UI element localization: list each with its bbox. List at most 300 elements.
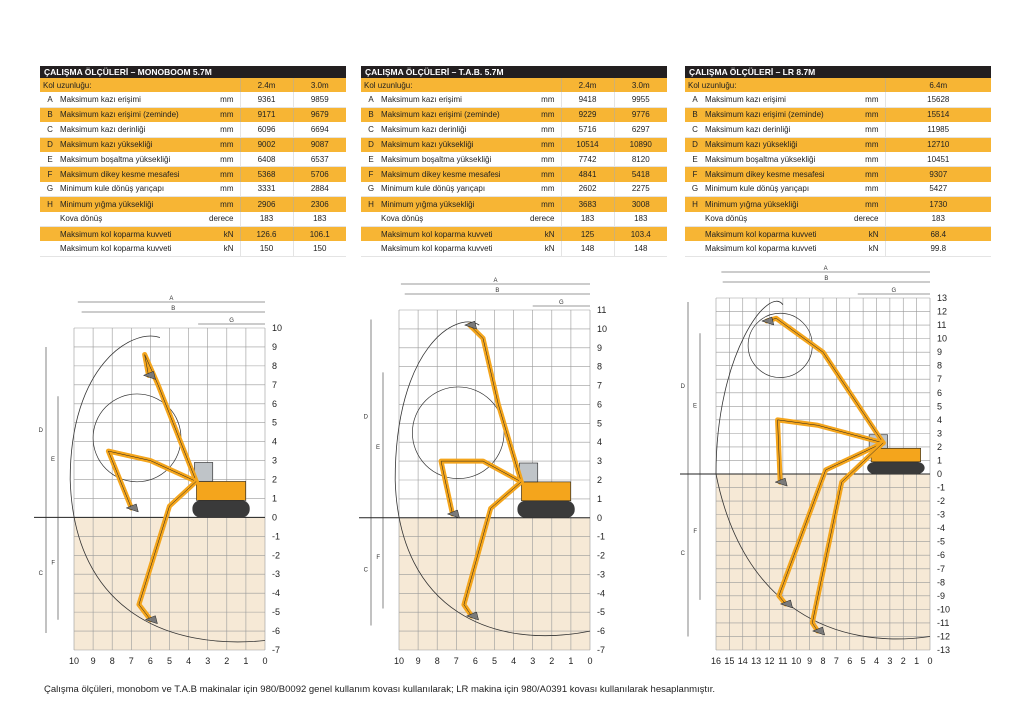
row-unit: mm: [519, 107, 561, 122]
row-value: 6537: [293, 152, 346, 167]
dimension-label-c: C: [680, 551, 685, 558]
upper-structure: [521, 482, 570, 501]
row-unit: kN: [198, 226, 240, 241]
row-unit: kN: [843, 241, 885, 256]
x-axis-label: 10: [791, 656, 802, 666]
x-axis-label: 3: [530, 656, 536, 666]
x-axis-label: 13: [751, 656, 762, 666]
row-letter: D: [361, 137, 381, 152]
row-value: 183: [885, 212, 991, 227]
column-label: Kol uzunluğu:: [40, 78, 240, 92]
row-letter: E: [685, 152, 705, 167]
table-row: [40, 241, 346, 256]
x-axis-label: 9: [90, 656, 96, 666]
y-axis-label: -5: [937, 536, 946, 547]
x-axis-label: 7: [453, 656, 459, 666]
y-axis-label: 5: [597, 418, 603, 429]
y-axis-label: -2: [597, 550, 606, 561]
row-value: 10890: [614, 137, 667, 152]
row-value: 9361: [240, 92, 293, 107]
row-unit: derece: [198, 212, 240, 227]
y-axis-label: 4: [937, 414, 943, 425]
row-unit: mm: [843, 137, 885, 152]
row-value: 148: [561, 241, 614, 256]
row-name: Maksimum dikey kesme mesafesi: [705, 167, 843, 182]
row-name: Minimum yığma yüksekliği: [60, 197, 198, 212]
row-name: Maksimum kazı erişimi (zeminde): [381, 107, 519, 122]
row-unit: mm: [519, 122, 561, 137]
spec-table: [361, 78, 667, 257]
row-letter: A: [685, 92, 705, 107]
row-value: 183: [240, 212, 293, 227]
table-row: [685, 182, 991, 197]
y-axis-label: 13: [937, 293, 948, 303]
dimension-label-e: E: [375, 445, 380, 452]
row-name: Minimum kule dönüş yarıçapı: [705, 182, 843, 197]
y-axis-label: 9: [272, 341, 278, 352]
y-axis-label: 11: [597, 305, 607, 315]
row-name: Maksimum kazı erişimi: [381, 92, 519, 107]
table-row: [40, 107, 346, 122]
y-axis-label: -4: [937, 523, 946, 534]
x-axis-label: 12: [764, 656, 775, 666]
table-row: [361, 197, 667, 212]
table-lr: [685, 66, 991, 257]
dimension-label-f: F: [51, 560, 55, 567]
row-letter: G: [685, 182, 705, 197]
row-value: 6096: [240, 122, 293, 137]
row-name: Kova dönüş: [381, 212, 519, 227]
row-unit: mm: [198, 197, 240, 212]
row-value: 15514: [885, 107, 991, 122]
x-axis-label: 2: [549, 656, 555, 666]
y-axis-label: 5: [937, 401, 943, 412]
y-axis-label: 3: [597, 456, 603, 467]
table-row: [685, 122, 991, 137]
row-value: 9418: [561, 92, 614, 107]
dimension-label-e: E: [692, 403, 697, 410]
y-axis-label: -6: [937, 550, 946, 561]
y-axis-label: -4: [597, 588, 606, 599]
x-axis-label: 6: [472, 656, 478, 666]
row-value: 3683: [561, 197, 614, 212]
table-row: [361, 137, 667, 152]
x-axis-label: 14: [737, 656, 748, 666]
row-name: Maksimum kazı yüksekliği: [381, 137, 519, 152]
footnote-caption: Çalışma ölçüleri, monobom ve T.A.B makinalar için 980/B0092 genel kullanım kovası kullanılarak; LR makina için 980/A0391 kovası kullanılarak hesaplanmıştır.: [44, 684, 715, 695]
y-axis-label: 10: [937, 333, 948, 344]
x-axis-label: 4: [511, 656, 517, 666]
row-letter: G: [361, 182, 381, 197]
row-letter: E: [40, 152, 60, 167]
dimension-label-a: A: [493, 278, 498, 284]
table-title: ÇALIŞMA ÖLÇÜLERİ – MONOBOOM 5.7M: [40, 66, 346, 78]
dimension-label-a: A: [823, 266, 828, 272]
row-letter: [685, 226, 705, 241]
y-axis-label: -3: [937, 509, 946, 520]
column-label: Kol uzunluğu:: [685, 78, 885, 92]
row-name: Maksimum kol koparma kuvveti: [60, 241, 198, 256]
table-row: [361, 152, 667, 167]
x-axis-label: 3: [887, 656, 893, 666]
y-axis-label: 5: [272, 417, 278, 428]
row-unit: mm: [843, 167, 885, 182]
row-letter: [40, 226, 60, 241]
row-letter: H: [685, 197, 705, 212]
row-unit: mm: [843, 182, 885, 197]
y-axis-label: 2: [937, 441, 943, 452]
row-name: Maksimum kol koparma kuvveti: [705, 241, 843, 256]
row-value: 11985: [885, 122, 991, 137]
y-axis-label: -3: [597, 569, 606, 580]
row-value: 9171: [240, 107, 293, 122]
dimension-label-f: F: [693, 528, 697, 535]
dimension-label-e: E: [50, 456, 55, 463]
y-axis-label: 12: [937, 306, 948, 317]
dimension-label-d: D: [38, 428, 43, 435]
table-row: [685, 167, 991, 182]
table-row: [361, 107, 667, 122]
row-value: 5418: [614, 167, 667, 182]
y-axis-label: -1: [937, 482, 946, 493]
y-axis-label: 6: [937, 387, 943, 398]
y-axis-label: 9: [597, 342, 603, 353]
row-unit: derece: [843, 212, 885, 227]
track: [867, 462, 925, 474]
row-unit: mm: [519, 182, 561, 197]
row-unit: mm: [843, 122, 885, 137]
y-axis-label: 6: [597, 399, 603, 410]
row-value: 15628: [885, 92, 991, 107]
y-axis-label: -13: [937, 645, 951, 655]
y-axis-label: 2: [597, 475, 603, 485]
row-unit: mm: [843, 152, 885, 167]
row-value: 6297: [614, 122, 667, 137]
x-axis-label: 8: [109, 656, 115, 666]
dimension-label-c: C: [363, 567, 368, 574]
row-unit: kN: [519, 226, 561, 241]
row-unit: mm: [519, 137, 561, 152]
row-name: Maksimum kol koparma kuvveti: [381, 226, 519, 241]
row-name: Maksimum kazı derinliği: [60, 122, 198, 137]
y-axis-label: 3: [272, 455, 278, 466]
row-unit: mm: [843, 197, 885, 212]
y-axis-label: 0: [937, 469, 943, 479]
table-row: [40, 212, 346, 227]
table-title: ÇALIŞMA ÖLÇÜLERİ – LR 8.7M: [685, 66, 991, 78]
y-axis-label: 4: [272, 436, 278, 447]
boom-arm: [441, 461, 521, 514]
row-name: Maksimum kazı erişimi: [60, 92, 198, 107]
x-axis-label: 4: [873, 656, 880, 666]
x-axis-label: 11: [778, 656, 788, 666]
table-row: [685, 241, 991, 256]
spec-table: [40, 78, 346, 257]
row-value: 7742: [561, 152, 614, 167]
row-value: 9776: [614, 107, 667, 122]
row-unit: mm: [519, 167, 561, 182]
y-axis-label: 8: [272, 360, 278, 371]
dimension-label-g: G: [559, 300, 564, 306]
row-name: Maksimum kazı yüksekliği: [705, 137, 843, 152]
dimension-label-g: G: [229, 318, 234, 324]
row-unit: mm: [198, 182, 240, 197]
row-value: 183: [614, 212, 667, 227]
table-row: [40, 182, 346, 197]
row-letter: H: [361, 197, 381, 212]
table-row: [361, 241, 667, 256]
row-value: 3008: [614, 197, 667, 212]
row-letter: [40, 212, 60, 227]
y-axis-label: 8: [937, 360, 943, 371]
y-axis-label: 2: [272, 474, 278, 485]
row-unit: mm: [843, 92, 885, 107]
row-unit: mm: [198, 107, 240, 122]
dimension-label-f: F: [376, 555, 380, 562]
y-axis-label: 7: [272, 379, 278, 390]
row-letter: F: [685, 167, 705, 182]
y-axis-label: -2: [272, 550, 281, 561]
row-value: 9955: [614, 92, 667, 107]
table-row: [685, 137, 991, 152]
row-letter: A: [40, 92, 60, 107]
row-value: 103.4: [614, 226, 667, 241]
row-name: Maksimum kazı derinliği: [381, 122, 519, 137]
y-axis-label: -6: [597, 626, 606, 637]
y-axis-label: 1: [597, 493, 603, 504]
table-monoboom: [40, 66, 346, 257]
y-axis-label: -12: [937, 631, 951, 642]
y-axis-label: 11: [937, 320, 947, 331]
row-value: 5427: [885, 182, 991, 197]
y-axis-label: -9: [937, 590, 946, 601]
y-axis-label: -5: [272, 607, 281, 618]
y-axis-label: -8: [937, 577, 946, 588]
row-value: 9859: [293, 92, 346, 107]
column-header: 6.4m: [885, 78, 991, 92]
diagram-tab: [355, 268, 685, 670]
column-header: 3.0m: [293, 78, 346, 92]
row-unit: mm: [198, 167, 240, 182]
row-letter: [361, 241, 381, 256]
column-header: 3.0m: [614, 78, 667, 92]
row-letter: H: [40, 197, 60, 212]
row-value: 148: [614, 241, 667, 256]
boom-outline: [767, 318, 883, 443]
boom-arm: [767, 318, 883, 443]
row-value: 150: [293, 241, 346, 256]
x-axis-label: 16: [710, 656, 722, 666]
x-axis-label: 10: [68, 656, 80, 666]
row-letter: [685, 212, 705, 227]
track: [192, 500, 249, 517]
table-row: [40, 226, 346, 241]
x-axis-label: 0: [587, 656, 593, 666]
y-axis-label: 1: [937, 455, 943, 466]
row-value: 68.4: [885, 226, 991, 241]
track: [517, 501, 574, 518]
y-axis-label: -10: [937, 604, 951, 615]
row-letter: C: [685, 122, 705, 137]
dimension-label-c: C: [38, 571, 43, 578]
diagram-monoboom: [30, 280, 360, 670]
row-unit: kN: [843, 226, 885, 241]
table-row: [40, 137, 346, 152]
row-letter: [685, 241, 705, 256]
y-axis-label: 8: [597, 361, 603, 372]
row-value: 9002: [240, 137, 293, 152]
row-name: Maksimum kol koparma kuvveti: [381, 241, 519, 256]
y-axis-label: 1: [272, 493, 278, 504]
table-row: [361, 92, 667, 107]
table-row: [40, 197, 346, 212]
row-unit: mm: [843, 107, 885, 122]
row-name: Maksimum kol koparma kuvveti: [60, 226, 198, 241]
row-value: 99.8: [885, 241, 991, 256]
row-value: 126.6: [240, 226, 293, 241]
x-axis-label: 5: [491, 656, 498, 666]
row-name: Maksimum kazı yüksekliği: [60, 137, 198, 152]
x-axis-label: 5: [166, 656, 173, 666]
table-row: [685, 152, 991, 167]
y-axis-label: -1: [272, 531, 281, 542]
row-value: 9679: [293, 107, 346, 122]
upper-structure: [196, 481, 245, 500]
x-axis-label: 1: [243, 656, 249, 666]
x-axis-label: 0: [927, 656, 933, 666]
row-letter: C: [361, 122, 381, 137]
table-row: [685, 197, 991, 212]
row-letter: D: [685, 137, 705, 152]
table-header-row: [361, 78, 667, 92]
y-axis-label: 9: [937, 347, 943, 358]
column-label: Kol uzunluğu:: [361, 78, 561, 92]
row-name: Maksimum dikey kesme mesafesi: [60, 167, 198, 182]
y-axis-label: -5: [597, 607, 606, 618]
row-name: Maksimum boşaltma yüksekliği: [705, 152, 843, 167]
table-row: [685, 92, 991, 107]
dimension-label-a: A: [169, 296, 174, 302]
x-axis-label: 6: [147, 656, 153, 666]
x-axis-label: 7: [128, 656, 134, 666]
row-name: Maksimum kazı erişimi (zeminde): [705, 107, 843, 122]
y-axis-label: -11: [937, 617, 950, 628]
row-letter: F: [361, 167, 381, 182]
x-axis-label: 7: [833, 656, 839, 666]
row-name: Maksimum boşaltma yüksekliği: [60, 152, 198, 167]
x-axis-label: 0: [262, 656, 268, 666]
row-name: Maksimum boşaltma yüksekliği: [381, 152, 519, 167]
y-axis-label: 10: [597, 323, 608, 334]
column-header: 2.4m: [240, 78, 293, 92]
table-tab: [361, 66, 667, 257]
row-unit: mm: [198, 152, 240, 167]
table-title: ÇALIŞMA ÖLÇÜLERİ – T.A.B. 5.7M: [361, 66, 667, 78]
row-unit: kN: [519, 241, 561, 256]
column-header: 2.4m: [561, 78, 614, 92]
row-letter: D: [40, 137, 60, 152]
row-value: 2275: [614, 182, 667, 197]
dimension-label-b: B: [171, 306, 176, 312]
row-value: 150: [240, 241, 293, 256]
row-letter: E: [361, 152, 381, 167]
row-value: 9307: [885, 167, 991, 182]
row-value: 9087: [293, 137, 346, 152]
row-name: Minimum kule dönüş yarıçapı: [60, 182, 198, 197]
table-row: [40, 152, 346, 167]
table-row: [361, 212, 667, 227]
row-unit: derece: [519, 212, 561, 227]
row-value: 106.1: [293, 226, 346, 241]
y-axis-label: 6: [272, 398, 278, 409]
row-unit: mm: [519, 152, 561, 167]
row-letter: C: [40, 122, 60, 137]
y-axis-label: -3: [272, 569, 281, 580]
x-axis-label: 2: [900, 656, 906, 666]
row-letter: [361, 226, 381, 241]
row-value: 5368: [240, 167, 293, 182]
x-axis-label: 9: [415, 656, 421, 666]
x-axis-label: 15: [724, 656, 735, 666]
x-axis-label: 6: [847, 656, 853, 666]
x-axis-label: 5: [860, 656, 866, 666]
row-name: Minimum yığma yüksekliği: [705, 197, 843, 212]
y-axis-label: 4: [597, 437, 603, 448]
row-unit: mm: [198, 92, 240, 107]
row-value: 2602: [561, 182, 614, 197]
row-letter: G: [40, 182, 60, 197]
row-value: 9229: [561, 107, 614, 122]
row-unit: mm: [519, 197, 561, 212]
x-axis-label: 10: [393, 656, 405, 666]
dimension-label-d: D: [680, 384, 685, 391]
row-value: 2906: [240, 197, 293, 212]
row-value: 125: [561, 226, 614, 241]
row-unit: mm: [519, 92, 561, 107]
spec-table: [685, 78, 991, 257]
dimension-label-b: B: [495, 288, 500, 294]
table-row: [361, 182, 667, 197]
y-axis-label: -7: [597, 645, 606, 655]
row-letter: [361, 212, 381, 227]
row-value: 4841: [561, 167, 614, 182]
table-row: [361, 167, 667, 182]
table-row: [685, 226, 991, 241]
table-row: [361, 122, 667, 137]
row-name: Maksimum kol koparma kuvveti: [705, 226, 843, 241]
row-name: Kova dönüş: [705, 212, 843, 227]
y-axis-label: 7: [597, 380, 603, 391]
x-axis-label: 1: [568, 656, 574, 666]
x-axis-label: 3: [205, 656, 211, 666]
row-letter: A: [361, 92, 381, 107]
table-row: [40, 167, 346, 182]
row-value: 12710: [885, 137, 991, 152]
y-axis-label: -4: [272, 588, 281, 599]
y-axis-label: -7: [272, 645, 281, 655]
row-value: 6408: [240, 152, 293, 167]
row-name: Maksimum kazı erişimi (zeminde): [60, 107, 198, 122]
dimension-label-b: B: [824, 276, 829, 282]
y-axis-label: 3: [937, 428, 943, 439]
row-value: 5716: [561, 122, 614, 137]
row-name: Minimum kule dönüş yarıçapı: [381, 182, 519, 197]
row-value: 3331: [240, 182, 293, 197]
dimension-label-d: D: [363, 414, 368, 421]
table-row: [40, 92, 346, 107]
row-value: 2306: [293, 197, 346, 212]
x-axis-label: 4: [186, 656, 192, 666]
